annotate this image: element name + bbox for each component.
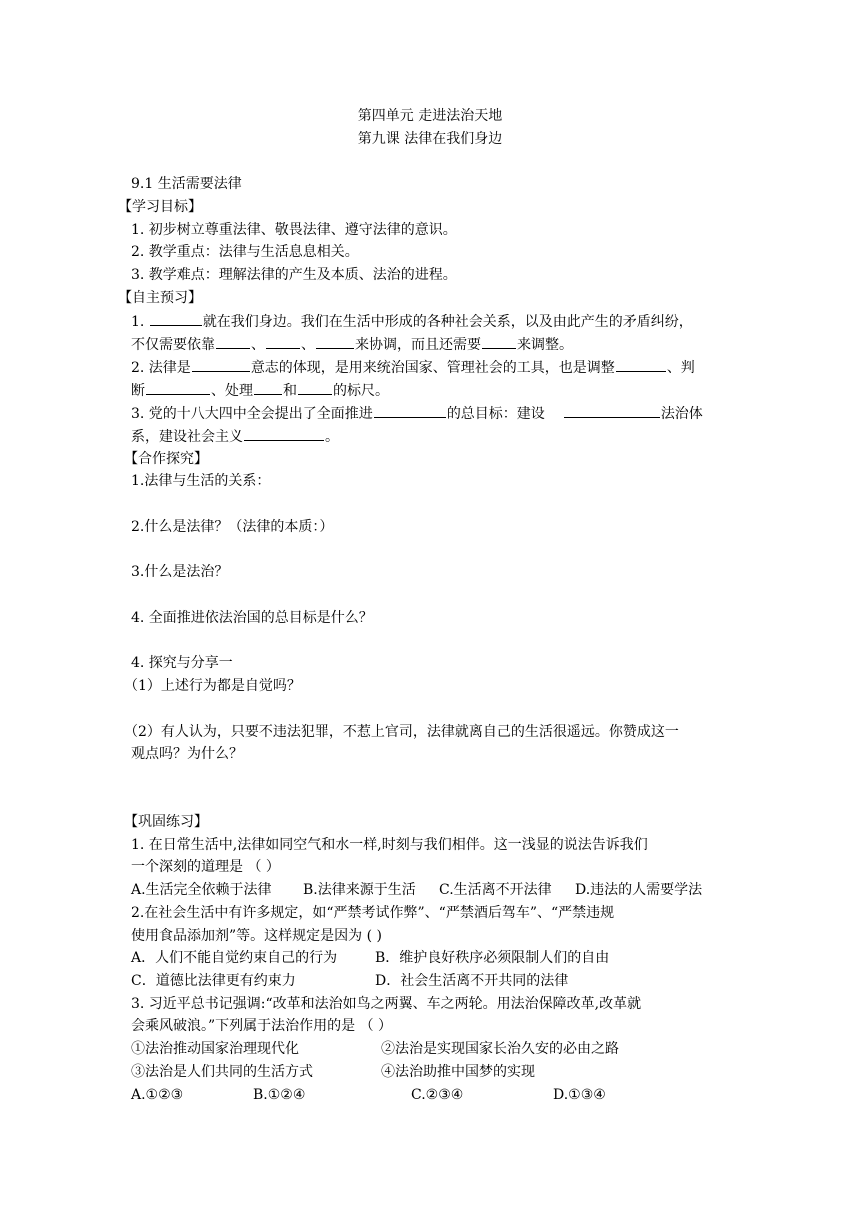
- practice-q3-option-c[interactable]: C.②③④: [411, 1087, 464, 1103]
- preview-q1-line2: [131, 334, 573, 355]
- explore-subquestion: （1）上述行为都是自觉吗？: [124, 678, 301, 694]
- section-heading: 9.1 生活需要法律: [131, 176, 242, 192]
- preview-q3-text: 法治体: [660, 406, 703, 422]
- fill-blank[interactable]: [298, 380, 332, 395]
- practice-q2-option-c[interactable]: C．道德比法律更有约束力: [131, 973, 296, 989]
- lesson-title: 第九课 法律在我们身边: [357, 131, 503, 147]
- fill-blank[interactable]: [254, 380, 282, 395]
- explore-question: 2.什么是法律？（法律的本质：）: [131, 519, 334, 535]
- practice-q3-statement: ①法治推动国家治理现代化: [131, 1041, 299, 1057]
- fill-blank[interactable]: [374, 403, 446, 418]
- practice-q3-option-b[interactable]: B.①②④: [253, 1087, 306, 1103]
- practice-q3-statement: ②法治是实现国家长治久安的必由之路: [381, 1041, 619, 1057]
- explore-question: 4. 全面推进依法治国的总目标是什么？: [131, 610, 373, 626]
- practice-header: 【巩固练习】: [124, 814, 208, 830]
- preview-q1-text: 就在我们身边。我们在生活中形成的各种社会关系，以及由此产生的矛盾纠纷，: [202, 314, 693, 330]
- practice-q3-option-a[interactable]: A.①②③: [131, 1087, 184, 1103]
- preview-q1-text: 、: [301, 337, 315, 353]
- preview-q3-text: 3. 党的十八大四中全会提出了全面推进: [131, 406, 373, 422]
- fill-blank[interactable]: [146, 380, 210, 395]
- preview-q3-line2: [131, 426, 339, 447]
- preview-q2-text: 、处理: [211, 383, 253, 399]
- preview-q3-line1: [131, 403, 703, 424]
- practice-q3-statement: ③法治是人们共同的生活方式: [131, 1064, 313, 1080]
- practice-q1-option-d[interactable]: D.违法的人需要学法: [575, 882, 703, 898]
- fill-blank[interactable]: [482, 334, 516, 349]
- preview-q1-text: 来调整。: [517, 337, 573, 353]
- explore-header: 【合作探究】: [124, 451, 208, 467]
- preview-q2-text: 意志的体现，是用来统治国家、管理社会的工具，也是调整: [250, 360, 615, 376]
- practice-q3-statement: ④法治助推中国梦的实现: [381, 1064, 535, 1080]
- explore-question: 1.法律与生活的关系：: [131, 473, 271, 489]
- preview-q1-text: 、: [251, 337, 265, 353]
- preview-q2-text: 、判: [666, 360, 695, 376]
- practice-q3-stem: 3. 习近平总书记强调:“改革和法治如鸟之两翼、车之两轮。用法治保障改革,改革就: [131, 996, 642, 1012]
- objective-item: 2. 教学重点：法律与生活息息相关。: [131, 244, 359, 260]
- fill-blank[interactable]: [192, 357, 250, 372]
- preview-q2-text: 2. 法律是: [131, 360, 191, 376]
- practice-q2-option-a[interactable]: A．人们不能自觉约束自己的行为: [131, 950, 338, 966]
- practice-q1-stem: 一个深刻的道理是 （ ）: [131, 859, 280, 875]
- preview-q2-line2: [131, 380, 389, 401]
- fill-blank[interactable]: [316, 334, 354, 349]
- preview-q3-text: 的总目标：建设: [446, 406, 545, 422]
- explore-question: 4. 探究与分享一: [131, 655, 233, 671]
- preview-q2-text: 和: [283, 383, 297, 399]
- practice-q1-stem: 1. 在日常生活中,法律如同空气和水一样,时刻与我们相伴。这一浅显的说法告诉我们: [131, 837, 648, 853]
- fill-blank[interactable]: [616, 357, 666, 372]
- fill-blank[interactable]: [564, 403, 660, 418]
- explore-question: 3.什么是法治？: [131, 564, 229, 580]
- unit-title: 第四单元 走进法治天地: [357, 108, 503, 124]
- explore-subquestion: （2）有人认为，只要不违法犯罪，不惹上官司，法律就离自己的生活很遥远。你赞成这一: [124, 724, 679, 740]
- explore-subquestion: 观点吗？为什么？: [131, 746, 243, 762]
- fill-blank[interactable]: [150, 311, 202, 326]
- practice-q3-stem: 会乘风破浪。”下列属于法治作用的是 （ ）: [131, 1018, 393, 1034]
- preview-q2-text: 的标尺。: [333, 383, 389, 399]
- objective-item: 1. 初步树立尊重法律、敬畏法律、遵守法律的意识。: [131, 222, 457, 238]
- preview-q2-line1: [131, 357, 695, 378]
- preview-header: 【自主预习】: [118, 290, 202, 306]
- practice-q2-option-d[interactable]: D．社会生活离不开共同的法律: [375, 973, 569, 989]
- practice-q2-option-b[interactable]: B．维护良好秩序必须限制人们的自由: [375, 950, 610, 966]
- practice-q2-stem: 使用食品添加剂”等。这样规定是因为 ( ): [131, 928, 382, 944]
- objectives-header: 【学习目标】: [118, 199, 202, 215]
- preview-q3-text: 。: [325, 429, 339, 445]
- practice-q1-option-b[interactable]: B.法律来源于生活: [303, 882, 416, 898]
- preview-q1-text: 1.: [131, 314, 149, 330]
- preview-q2-text: 断: [131, 383, 145, 399]
- preview-q1-text: 来协调，而且还需要: [355, 337, 481, 353]
- practice-q1-option-c[interactable]: C.生活离不开法律: [439, 882, 552, 898]
- practice-q3-option-d[interactable]: D.①③④: [553, 1087, 606, 1103]
- preview-q3-text: 系，建设社会主义: [131, 429, 243, 445]
- fill-blank[interactable]: [266, 334, 300, 349]
- fill-blank[interactable]: [244, 426, 324, 441]
- preview-q1-line1: [131, 311, 693, 332]
- preview-q1-text: 不仅需要依靠: [131, 337, 215, 353]
- practice-q2-stem: 2.在社会生活中有许多规定，如“严禁考试作弊”、“严禁酒后驾车”、“严禁违规: [131, 905, 615, 921]
- fill-blank[interactable]: [216, 334, 250, 349]
- practice-q1-option-a[interactable]: A.生活完全依赖于法律: [131, 882, 272, 898]
- objective-item: 3. 教学难点：理解法律的产生及本质、法治的进程。: [131, 267, 457, 283]
